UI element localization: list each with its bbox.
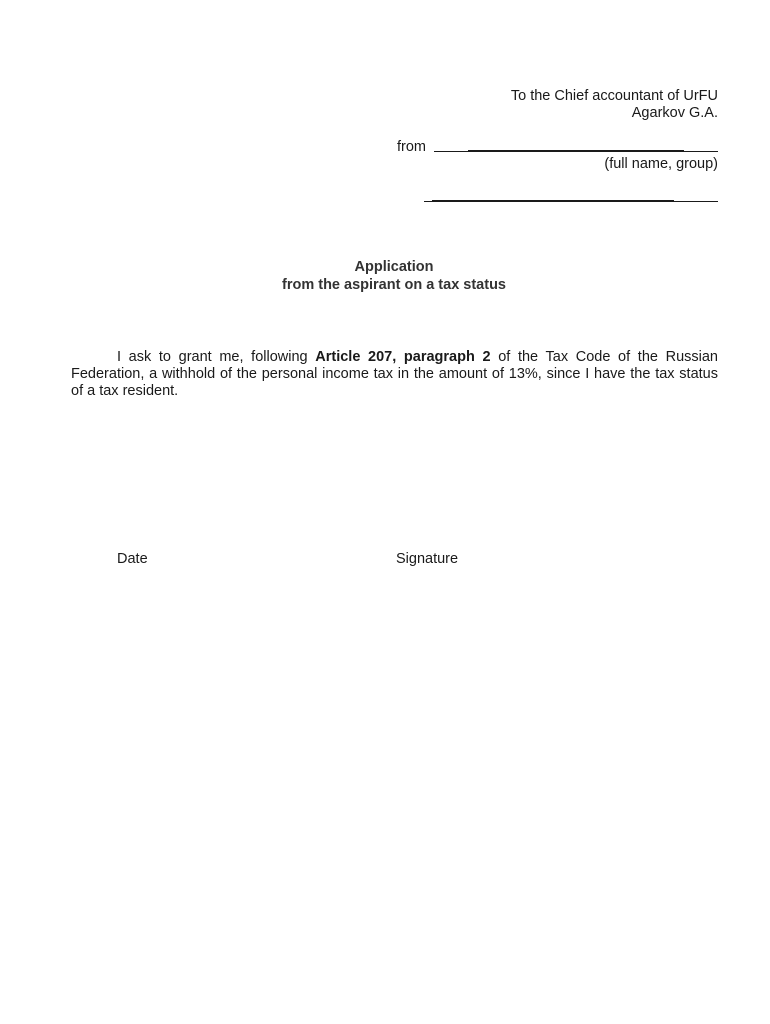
signature-label: Signature xyxy=(396,551,459,567)
from-blank-left xyxy=(434,150,468,152)
second-blank-main xyxy=(432,199,674,202)
document-subtitle: from the aspirant on a tax status xyxy=(282,277,506,293)
from-label: from xyxy=(396,139,426,155)
document-title: Application xyxy=(354,259,434,275)
from-blank-main xyxy=(468,149,684,152)
addressee-line-1: To the Chief accountant of UrFU xyxy=(510,88,718,104)
addressee-line-2: Agarkov G.A. xyxy=(631,105,718,121)
second-blank-right xyxy=(674,200,718,202)
body-paragraph xyxy=(71,349,718,400)
from-blank-right xyxy=(684,150,718,152)
second-blank-left xyxy=(424,200,432,202)
from-hint: (full name, group) xyxy=(604,156,718,172)
body-text-after: of the Tax Code of the Russian Federation, a withhold of the personal income tax in the amount of 13%, since I have the tax status of a tax resident. xyxy=(71,349,718,399)
from-line xyxy=(397,139,718,156)
body-text-bold: Article 207, paragraph 2 xyxy=(315,349,491,365)
second-line xyxy=(424,189,718,206)
body-text-before: I ask to grant me, following xyxy=(117,349,316,365)
date-label: Date xyxy=(117,551,148,567)
